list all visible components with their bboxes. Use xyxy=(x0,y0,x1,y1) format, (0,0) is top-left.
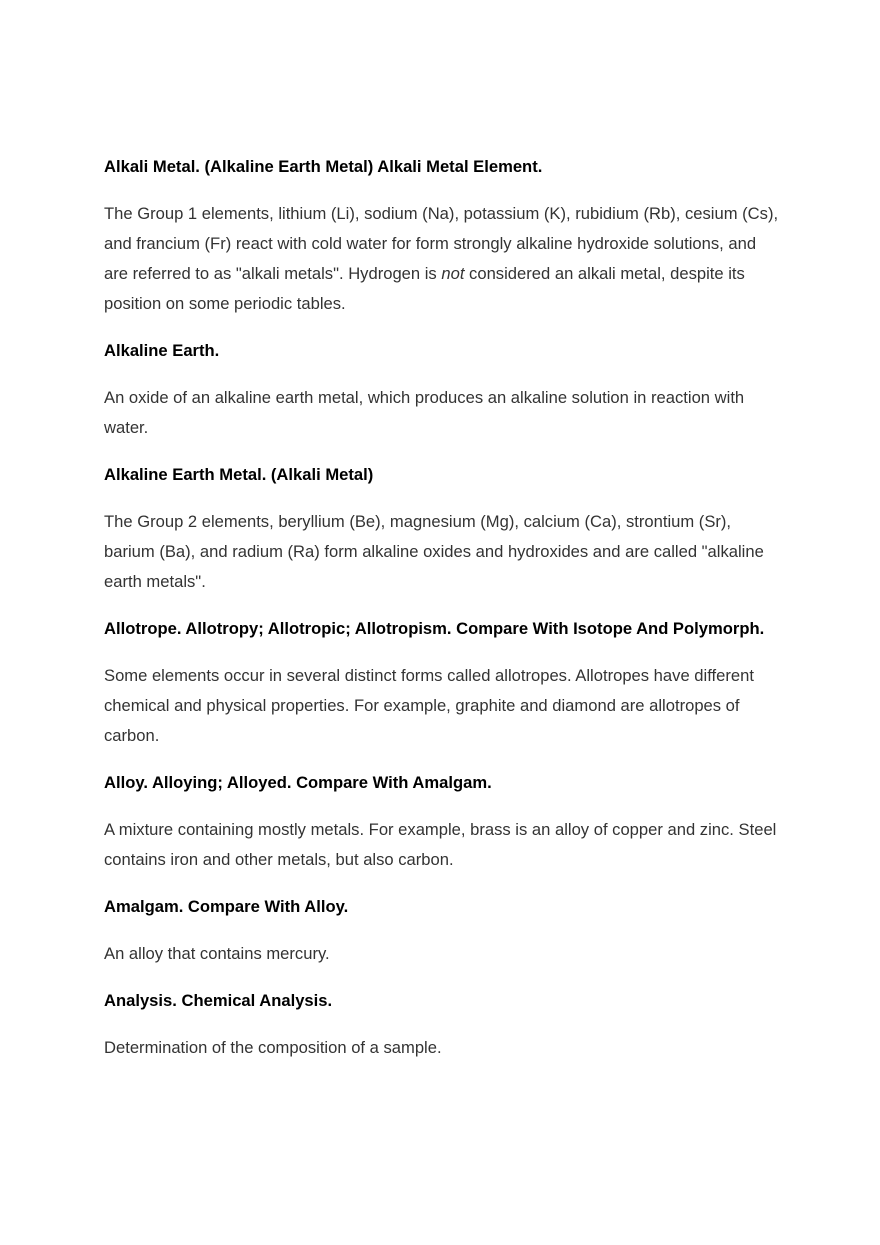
glossary-entry-analysis xyxy=(104,986,784,1063)
definition-emphasis: not xyxy=(441,264,465,283)
term-heading: Alloy. Alloying; Alloyed. Compare With Amalgam. xyxy=(104,773,492,792)
glossary-entry-amalgam xyxy=(104,892,784,969)
term-definition xyxy=(104,199,784,319)
term-heading: Amalgam. Compare With Alloy. xyxy=(104,897,349,916)
glossary-content xyxy=(104,152,784,1080)
term-heading: Allotrope. Allotropy; Allotropic; Allotropism. Compare With Isotope And Polymorph. xyxy=(104,619,765,638)
definition-text: The Group 1 elements, lithium (Li), sodium (Na), potassium (K), rubidium (Rb), cesium (Cs), and francium (Fr) react with cold water for form strongly alkaline hydroxide solutions, and are referred to as "alkali metals". Hydrogen is xyxy=(104,204,779,283)
term-heading: Analysis. Chemical Analysis. xyxy=(104,991,333,1010)
glossary-entry-alloy xyxy=(104,768,784,875)
term-definition: An oxide of an alkaline earth metal, which produces an alkaline solution in reaction with water. xyxy=(104,388,745,437)
term-heading: Alkaline Earth Metal. (Alkali Metal) xyxy=(104,465,374,484)
definition-text: considered an alkali metal, despite its position on some periodic tables. xyxy=(104,264,745,313)
glossary-entry-alkaline-earth-metal xyxy=(104,460,784,597)
term-definition: An alloy that contains mercury. xyxy=(104,944,330,963)
glossary-entry-alkali-metal xyxy=(104,152,784,319)
glossary-entry-alkaline-earth xyxy=(104,336,784,443)
term-heading: Alkaline Earth. xyxy=(104,341,220,360)
term-definition: Some elements occur in several distinct forms called allotropes. Allotropes have different chemical and physical properties. For example, graphite and diamond are allotropes of carbon. xyxy=(104,666,754,745)
term-definition: The Group 2 elements, beryllium (Be), magnesium (Mg), calcium (Ca), strontium (Sr), barium (Ba), and radium (Ra) form alkaline oxides and hydroxides and are called "alkaline earth metals". xyxy=(104,512,764,591)
term-definition: Determination of the composition of a sample. xyxy=(104,1038,442,1057)
glossary-entry-allotrope xyxy=(104,614,784,751)
term-definition: A mixture containing mostly metals. For example, brass is an alloy of copper and zinc. Steel contains iron and other metals, but also carbon. xyxy=(104,820,777,869)
term-heading: Alkali Metal. (Alkaline Earth Metal) Alkali Metal Element. xyxy=(104,157,543,176)
